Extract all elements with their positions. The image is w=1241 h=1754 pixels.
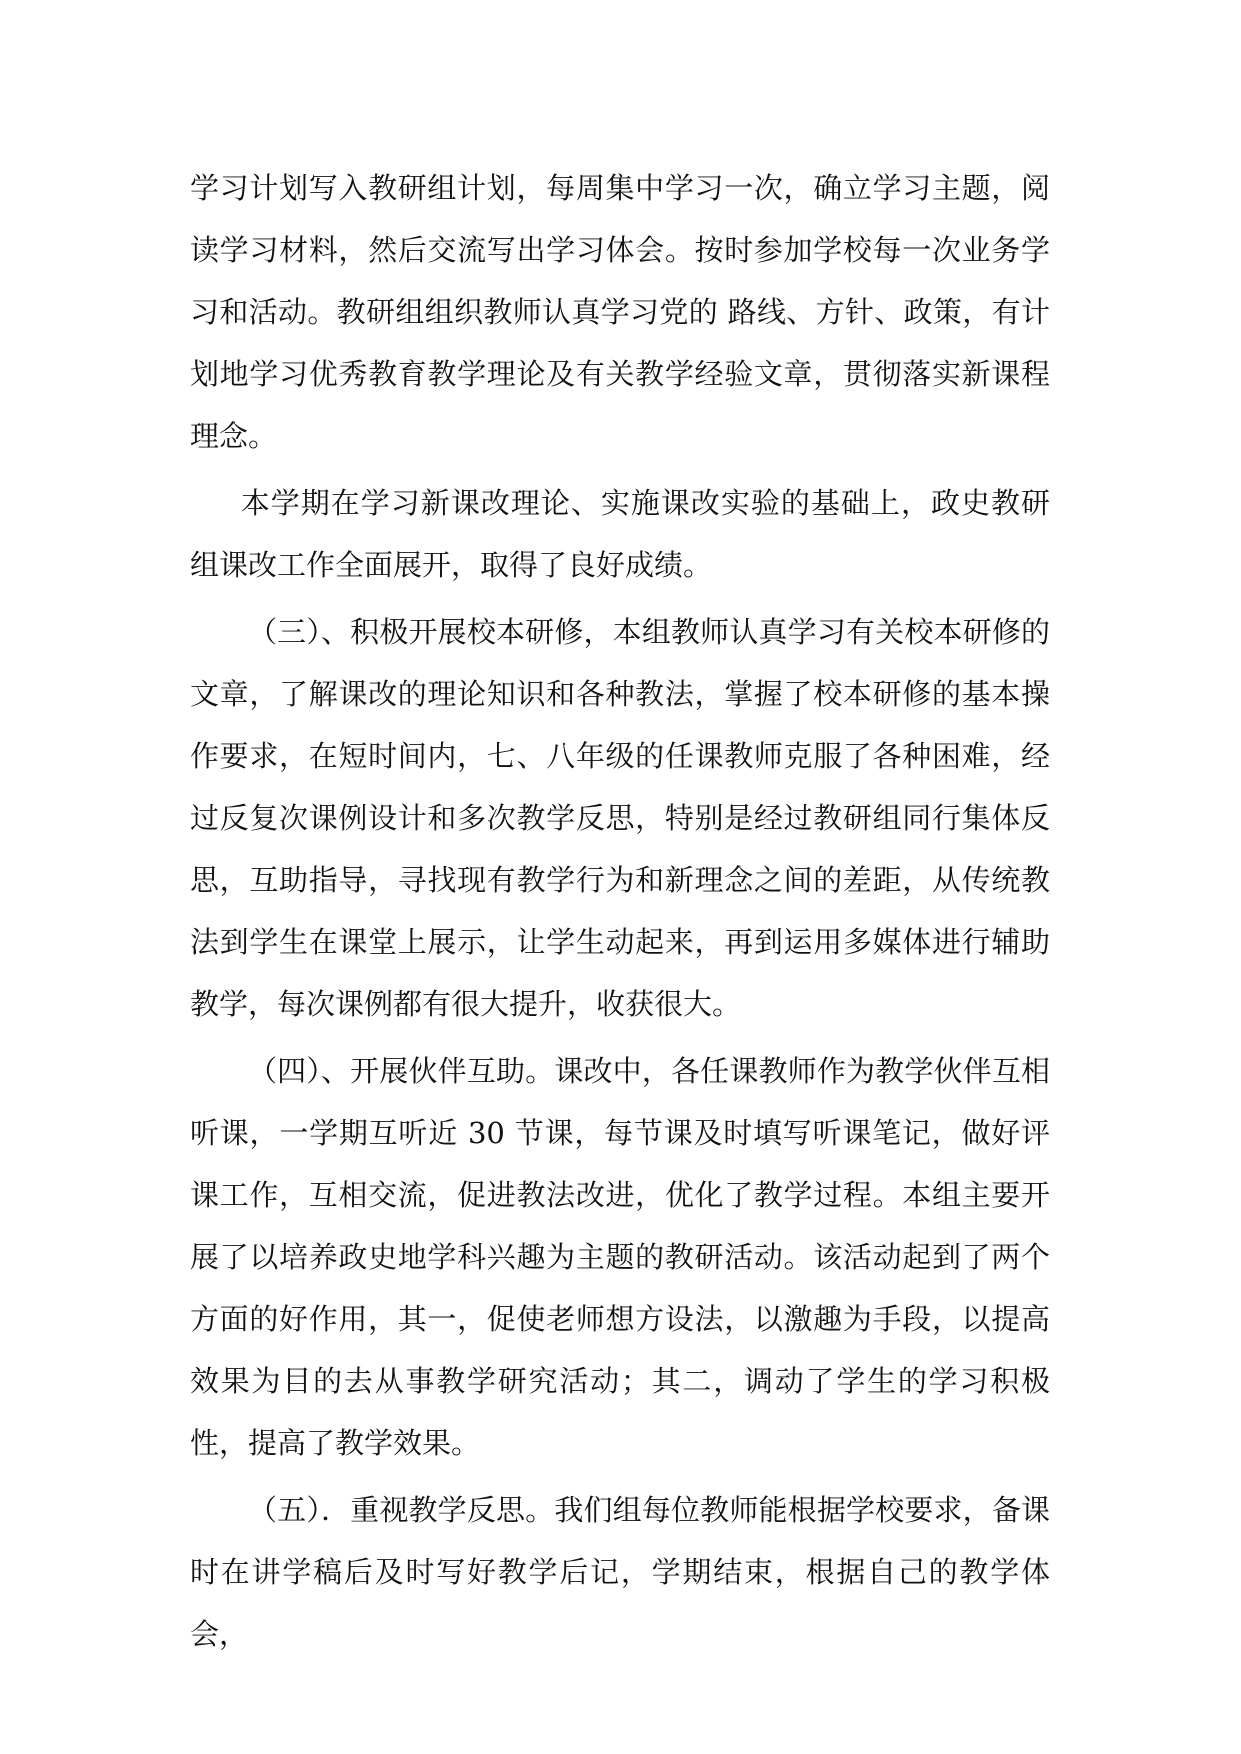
paragraph-school-based-training: （三）、积极开展校本研修，本组教师认真学习有关校本研修的文章，了解课改的理论知识和各种教法，掌握了校本研修的基本操作要求，在短时间内，七、八年级的任课教师克服了各种困难，经过反复次课例设计和多次教学反思，特别是经过教研组同行集体反思，互助指导，寻找现有教学行为和新理念之间的差距，从传统教法到学生在课堂上展示，让学生动起来，再到运用多媒体进行辅助教学，每次课例都有很大提升，收获很大。 <box>190 615 1050 1021</box>
paragraph-curriculum-reform: 本学期在学习新课改理论、实施课改实验的基础上，政史教研组课改工作全面展开，取得了良好成绩。 <box>190 486 1050 582</box>
paragraph-study-plan: 学习计划写入教研组计划，每周集中学习一次，确立学习主题，阅读学习材料，然后交流写出学习体会。按时参加学校每一次业务学习和活动。教研组组织教师认真学习党的 路线、方针、政策，有计划地学习优秀教育教学理论及有关教学经验文章，贯彻落实新课程理念。 <box>190 171 1050 453</box>
paragraph-teaching-reflection: （五）．重视教学反思。我们组每位教师能根据学校要求，备课时在讲学稿后及时写好教学后记，学期结束，根据自己的教学体会， <box>190 1493 1050 1651</box>
document-body <box>190 157 1050 1670</box>
paragraph-peer-assistance: （四）、开展伙伴互助。课改中，各任课教师作为教学伙伴互相听课，一学期互听近 30 节课，每节课及时填写听课笔记，做好评课工作，互相交流，促进教法改进，优化了教学过程。本组主要开展了以培养政史地学科兴趣为主题的教研活动。该活动起到了两个方面的好作用，其一，促使老师想方设法，以激趣为手段，以提高效果为目的去从事教学研究活动；其二，调动了学生的学习积极性，提高了教学效果。 <box>190 1054 1050 1460</box>
